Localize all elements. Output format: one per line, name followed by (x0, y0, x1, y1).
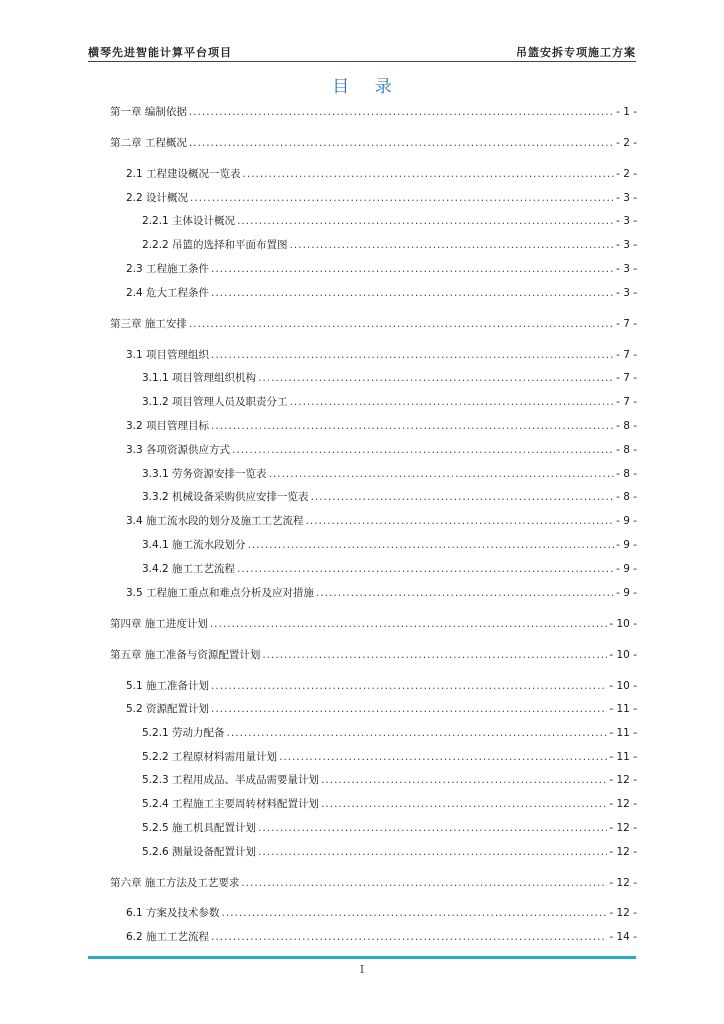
toc-entry[interactable] (142, 772, 637, 788)
toc-entry-page: - 9 - (616, 587, 637, 599)
page-header (88, 38, 636, 60)
toc-leader-dots (279, 749, 607, 765)
toc-leader-dots (258, 370, 614, 386)
toc-entry[interactable] (142, 725, 637, 741)
toc-leader-dots (211, 285, 614, 301)
toc-entry-page: - 10 - (609, 680, 637, 692)
toc-leader-dots (222, 905, 608, 921)
toc-entry[interactable] (142, 561, 637, 577)
toc-entry[interactable] (142, 213, 637, 229)
toc-entry-page: - 12 - (609, 774, 637, 786)
toc-entry-page: - 12 - (609, 846, 637, 858)
toc-entry-page: - 1 - (616, 106, 637, 118)
toc-entry[interactable] (126, 285, 637, 301)
toc-entry[interactable] (126, 166, 637, 182)
toc-leader-dots (232, 442, 614, 458)
toc-entry-page: - 9 - (616, 563, 637, 575)
toc-entry-page: - 9 - (616, 539, 637, 551)
toc-entry-page: - 11 - (609, 703, 637, 715)
toc-entry-page: - 3 - (616, 263, 637, 275)
toc-entry[interactable] (142, 370, 637, 386)
toc-entry-label: 3.4.1 施工流水段划分 (142, 539, 246, 551)
toc-entry-label: 3.2 项目管理目标 (126, 420, 210, 432)
toc-entry-label: 5.2.1 劳动力配备 (142, 727, 225, 739)
toc-entry-label: 2.3 工程施工条件 (126, 263, 210, 275)
toc-entry-label: 3.1.1 项目管理组织机构 (142, 372, 257, 384)
toc-entry-label: 第六章 施工方法及工艺要求 (110, 877, 240, 889)
toc-leader-dots (211, 261, 614, 277)
toc-entry-page: - 12 - (609, 822, 637, 834)
header-document-name: 吊篮安拆专项施工方案 (516, 46, 636, 59)
toc-leader-dots (243, 166, 615, 182)
footer-page-number: I (359, 963, 365, 976)
toc-entry[interactable] (110, 647, 637, 663)
toc-entry[interactable] (126, 701, 637, 717)
toc-entry[interactable] (126, 347, 637, 363)
toc-leader-dots (211, 678, 607, 694)
toc-leader-dots (211, 418, 614, 434)
toc-leader-dots (321, 772, 607, 788)
toc-entry-label: 5.2.5 施工机具配置计划 (142, 822, 257, 834)
toc-leader-dots (211, 701, 607, 717)
toc-title: 目 录 (332, 77, 402, 97)
toc-entry-label: 第四章 施工进度计划 (110, 618, 208, 630)
toc-entry-page: - 2 - (616, 137, 637, 149)
toc-entry-label: 5.2 资源配置计划 (126, 703, 210, 715)
toc-entry-page: - 7 - (616, 372, 637, 384)
toc-entry-label: 2.2.1 主体设计概况 (142, 215, 236, 227)
toc-entry-label: 5.2.3 工程用成品、半成品需要量计划 (142, 774, 320, 786)
toc-leader-dots (269, 466, 615, 482)
toc-leader-dots (210, 616, 608, 632)
toc-leader-dots (237, 561, 614, 577)
toc-leader-dots (248, 537, 615, 553)
toc-entry-label: 3.1 项目管理组织 (126, 349, 210, 361)
toc-entry-label: 2.4 危大工程条件 (126, 287, 210, 299)
toc-entry-label: 3.4.2 施工工艺流程 (142, 563, 236, 575)
toc-entry-page: - 8 - (616, 491, 637, 503)
toc-entry-label: 5.2.4 工程施工主要周转材料配置计划 (142, 798, 320, 810)
toc-entry-label: 3.3 各项资源供应方式 (126, 444, 231, 456)
toc-entry-page: - 10 - (609, 618, 637, 630)
toc-entry[interactable] (126, 678, 637, 694)
toc-entry[interactable] (126, 905, 637, 921)
toc-entry-label: 第五章 施工准备与资源配置计划 (110, 649, 261, 661)
toc-leader-dots (189, 316, 614, 332)
toc-entry-label: 3.3.1 劳务资源安排一览表 (142, 468, 267, 480)
toc-entry-label: 3.5 工程施工重点和难点分析及应对措施 (126, 587, 315, 599)
toc-entry[interactable] (142, 749, 637, 765)
toc-entry[interactable] (142, 394, 637, 410)
toc-entry-page: - 12 - (609, 798, 637, 810)
toc-leader-dots (227, 725, 608, 741)
toc-entry-label: 第一章 编制依据 (110, 106, 187, 118)
toc-entry-label: 6.2 施工工艺流程 (126, 931, 210, 943)
toc-leader-dots (211, 347, 614, 363)
footer-divider (88, 956, 636, 959)
toc-entry[interactable] (126, 513, 637, 529)
toc-entry[interactable] (142, 844, 637, 860)
toc-entry[interactable] (126, 418, 637, 434)
toc-entry-page: - 3 - (616, 239, 637, 251)
toc-entry-label: 3.4 施工流水段的划分及施工工艺流程 (126, 515, 304, 527)
toc-entry-label: 3.3.2 机械设备采购供应安排一览表 (142, 491, 309, 503)
toc-entry-page: - 2 - (616, 168, 637, 180)
toc-leader-dots (237, 213, 614, 229)
toc-entry-page: - 7 - (616, 318, 637, 330)
toc-entry-label: 6.1 方案及技术参数 (126, 907, 220, 919)
toc-leader-dots (321, 796, 607, 812)
toc-leader-dots (241, 875, 607, 891)
toc-leader-dots (189, 135, 614, 151)
toc-entry-page: - 3 - (616, 215, 637, 227)
toc-entry-page: - 9 - (616, 515, 637, 527)
toc-entry-label: 5.2.6 测量设备配置计划 (142, 846, 257, 858)
toc-entry-label: 2.2 设计概况 (126, 192, 189, 204)
toc-entry-page: - 12 - (609, 907, 637, 919)
header-divider (88, 61, 636, 62)
toc-entry[interactable] (142, 489, 637, 505)
toc-entry-page: - 11 - (609, 751, 637, 763)
toc-leader-dots (258, 844, 607, 860)
toc-leader-dots (189, 104, 614, 120)
toc-entry-label: 3.1.2 项目管理人员及职责分工 (142, 396, 288, 408)
toc-entry-label: 第三章 施工安排 (110, 318, 187, 330)
toc-leader-dots (316, 585, 614, 601)
toc-entry[interactable] (126, 929, 637, 945)
toc-entry-label: 2.1 工程建设概况一览表 (126, 168, 241, 180)
toc-entry[interactable] (142, 237, 637, 253)
toc-entry-page: - 10 - (609, 649, 637, 661)
toc-entry-page: - 7 - (616, 396, 637, 408)
toc-leader-dots (211, 929, 607, 945)
toc-entry-page: - 12 - (609, 877, 637, 889)
toc-entry[interactable] (142, 820, 637, 836)
toc-entry-page: - 7 - (616, 349, 637, 361)
toc-entry[interactable] (110, 616, 637, 632)
toc-leader-dots (311, 489, 615, 505)
toc-leader-dots (290, 237, 615, 253)
toc-entry[interactable] (126, 261, 637, 277)
toc-entry-page: - 14 - (609, 931, 637, 943)
header-project-name: 横琴先进智能计算平台项目 (88, 46, 232, 59)
toc-entry-page: - 8 - (616, 468, 637, 480)
toc-entry[interactable] (110, 104, 637, 120)
toc-entry-page: - 8 - (616, 420, 637, 432)
toc-entry[interactable] (126, 442, 637, 458)
toc-entry-page: - 8 - (616, 444, 637, 456)
toc-leader-dots (258, 820, 607, 836)
toc-entry[interactable] (110, 135, 637, 151)
toc-entry[interactable] (142, 796, 637, 812)
toc-entry-label: 2.2.2 吊篮的选择和平面布置图 (142, 239, 288, 251)
toc-entry-page: - 11 - (609, 727, 637, 739)
toc-leader-dots (306, 513, 615, 529)
toc-entry[interactable] (110, 875, 637, 891)
toc-leader-dots (262, 647, 607, 663)
toc-leader-dots (190, 190, 614, 206)
toc-entry-page: - 3 - (616, 192, 637, 204)
toc-entry[interactable] (126, 190, 637, 206)
toc-entry[interactable] (142, 537, 637, 553)
toc-entry-label: 5.1 施工准备计划 (126, 680, 210, 692)
toc-entry-label: 5.2.2 工程原材料需用量计划 (142, 751, 278, 763)
toc-leader-dots (290, 394, 615, 410)
toc-entry-label: 第二章 工程概况 (110, 137, 187, 149)
toc-entry[interactable] (142, 466, 637, 482)
toc-entry-page: - 3 - (616, 287, 637, 299)
toc-entry[interactable] (110, 316, 637, 332)
toc-entry[interactable] (126, 585, 637, 601)
